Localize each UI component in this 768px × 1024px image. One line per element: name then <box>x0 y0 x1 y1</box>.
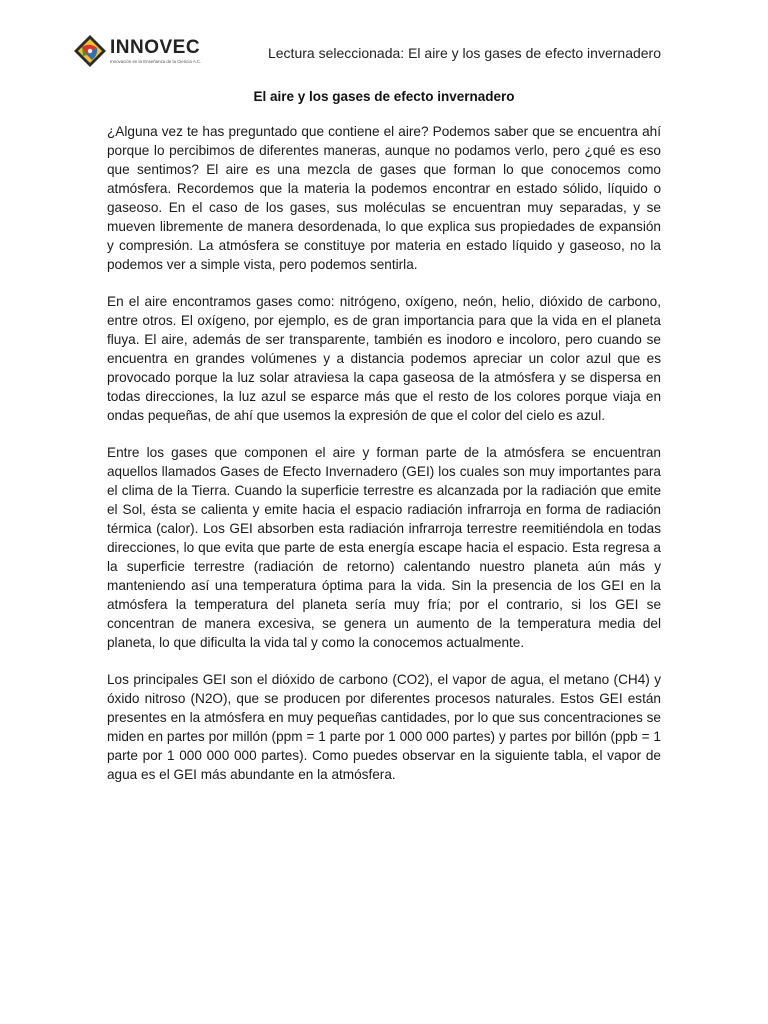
page-header <box>0 0 768 90</box>
logo-tagline: Innovación en la Enseñanza de la Ciencia A.C. <box>110 59 202 64</box>
document-body <box>107 122 661 802</box>
paragraph-4: Los principales GEI son el dióxido de carbono (CO2), el vapor de agua, el metano (CH4) y óxido nitroso (N2O), que se producen por diferentes procesos naturales. Estos GEI están presentes en la atmósfera en muy pequeñas cantidades, por lo que sus concentraciones se miden en partes por millón (ppm = 1 parte por 1 000 000 partes) y partes por billón (ppb = 1 parte por 1 000 000 000 partes). Como puedes observar en la siguiente tabla, el vapor de agua es el GEI más abundante en la atmósfera. <box>107 672 661 782</box>
reading-label: Lectura seleccionada: El aire y los gases de efecto invernadero <box>267 45 661 61</box>
paragraph-3: Entre los gases que componen el aire y forman parte de la atmósfera se encuentran aquellos llamados Gases de Efecto Invernadero (GEI) los cuales son muy importantes para el clima de la Tierra. Cuando la superficie terrestre es alcanzada por la radiación que emite el Sol, ésta se calienta y emite hacia el espacio radiación infrarroja en forma de radiación térmica (calor). Los GEI absorben esta radiación infrarroja terrestre reemitiéndola en todas direcciones, lo que evita que parte de esta energía escape hacia el espacio. Esta regresa a la superficie terrestre (radiación de retorno) calentando nuestro planeta aún más y manteniendo así una temperatura óptima para la vida. Sin la presencia de los GEI en la atmósfera la temperatura del planeta sería muy fría; por el contrario, si los GEI se concentran de manera excesiva, se genera un aumento de la temperatura media del planeta, lo que dificulta la vida tal y como la conocemos actualmente. <box>107 445 661 650</box>
logo-name: INNOVEC <box>110 37 201 58</box>
innovec-logo <box>73 34 273 74</box>
innovec-logo-icon <box>73 34 107 68</box>
document-title: El aire y los gases de efecto invernadero <box>253 89 515 104</box>
paragraph-1: ¿Alguna vez te has preguntado que contiene el aire? Podemos saber que se encuentra ahí porque lo percibimos de diferentes maneras, aunque no podamos verlo, pero ¿qué es eso que sentimos? El aire es una mezcla de gases que forman lo que conocemos como atmósfera. Recordemos que la materia la podemos encontrar en estado sólido, líquido o gaseoso. En el caso de los gases, sus moléculas se encuentran muy separadas, y se mueven libremente de manera desordenada, lo que explica sus propiedades de expansión y compresión. La atmósfera se constituye por materia en estado líquido y gaseoso, no la podemos ver a simple vista, pero podemos sentirla. <box>107 124 661 272</box>
paragraph-2: En el aire encontramos gases como: nitrógeno, oxígeno, neón, helio, dióxido de carbono, entre otros. El oxígeno, por ejemplo, es de gran importancia para que la vida en el planeta fluya. El aire, además de ser transparente, también es inodoro e incoloro, pero cuando se encuentra en grandes volúmenes y a distancia podemos apreciar un color azul que es provocado porque la luz solar atraviesa la capa gaseosa de la atmósfera y se dispersa en todas direcciones, la luz azul se esparce más que el resto de los colores porque viaja en ondas pequeñas, de ahí que usemos la expresión de que el color del cielo es azul. <box>107 294 661 423</box>
